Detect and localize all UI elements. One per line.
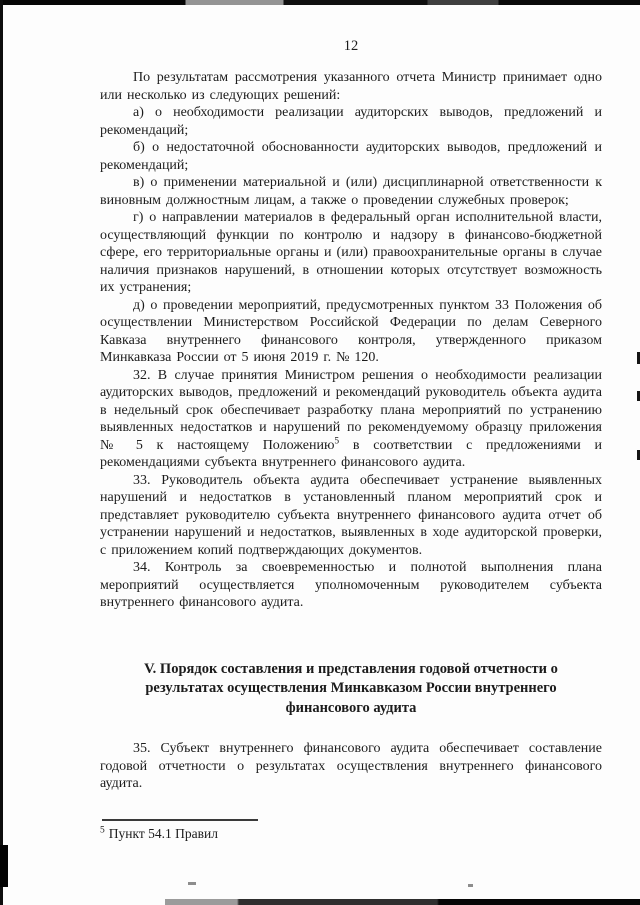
- para-item-b: [100, 139, 602, 174]
- para-32-text: 32. В случае принятия Министром решения о необходимости реализации аудиторских выводов, предложений и рекомендаций руководитель объекта аудита в недельный срок обеспечивает разработку плана мероприятий по устранению выявленных недостатков и нарушений по рекомендуемому образцу приложения № 5 к настоящему Положению: [100, 367, 602, 453]
- para-intro-text: По результатам рассмотрения указанного отчета Министр принимает одно или несколько из следующих решений:: [100, 70, 602, 103]
- para-item-v: [100, 174, 602, 209]
- footnote-text: Пункт 54.1 Правил: [108, 826, 218, 841]
- footnote-divider: [102, 819, 258, 821]
- para-intro: [100, 69, 602, 104]
- para-34: [100, 559, 602, 612]
- section-heading-v-text: V. Порядок составления и представления годовой отчетности о результатах осуществления Минкавказом России внутреннего финансового аудита: [144, 660, 558, 716]
- para-33: [100, 472, 602, 560]
- section-heading-v: [125, 660, 577, 719]
- scan-edge-bottom: [165, 899, 640, 905]
- para-32-text: в соответствии с предложениями и рекомендациями субъекта внутреннего финансового аудита.: [100, 437, 602, 470]
- para-item-v-text: в) о применении материальной и (или) дисциплинарной ответственности к виновным должностным лицам, а также о проведении служебных проверок;: [100, 175, 602, 208]
- para-35: [100, 740, 602, 793]
- para-item-g-text: г) о направлении материалов в федеральный орган исполнительной власти, осуществляющий функции по контролю и надзору в финансово-бюджетной сфере, его территориальные органы и (или) правоохранительные органы в случае наличия признаков нарушений, в отношении которых отсутствует возможность их устранения;: [100, 210, 602, 295]
- scan-speck: [188, 882, 196, 885]
- scan-edge-top: [0, 0, 640, 5]
- para-35-text: 35. Субъект внутреннего финансового аудита обеспечивает составление годовой отчетности о результатах осуществления внутреннего финансового аудита.: [100, 741, 602, 791]
- para-item-d-text: д) о проведении мероприятий, предусмотренных пунктом 33 Положения об осуществлении Министерством Российской Федерации по делам Северного Кавказа внутреннего финансового контроля, утвержденного приказом Минкавказа России от 5 июня 2019 г. № 120.: [100, 297, 602, 365]
- para-item-g: [100, 209, 602, 297]
- para-item-a: [100, 104, 602, 139]
- scan-speck: [468, 884, 473, 887]
- footnote-marker: 5: [100, 825, 105, 836]
- para-34-text: 34. Контроль за своевременностью и полнотой выполнения плана мероприятий осуществляется уполномоченным руководителем субъекта внутреннего финансового аудита.: [100, 560, 602, 610]
- scan-edge-left: [0, 0, 3, 905]
- scan-smudge-left-bottom: [0, 845, 8, 887]
- document-content: [100, 37, 602, 793]
- para-item-b-text: б) о недостаточной обоснованности аудиторских выводов, предложений и рекомендаций;: [100, 140, 602, 173]
- footnote: [100, 826, 602, 842]
- para-33-text: 33. Руководитель объекта аудита обеспечивает устранение выявленных нарушений и недостатков в установленный планом мероприятий срок и представляет руководителю субъекта внутреннего финансового аудита отчет об устранении нарушений и недостатков, выявленных в ходе аудиторской проверки, с приложением копий подтверждающих документов.: [100, 472, 602, 558]
- footnote-area: [100, 819, 602, 842]
- para-32-superscript: 5: [334, 435, 340, 446]
- document-body: [100, 69, 602, 793]
- para-item-d: [100, 297, 602, 367]
- page-number: 12: [343, 38, 359, 54]
- para-item-a-text: а) о необходимости реализации аудиторских выводов, предложений и рекомендаций;: [100, 105, 602, 138]
- para-32: [100, 367, 602, 472]
